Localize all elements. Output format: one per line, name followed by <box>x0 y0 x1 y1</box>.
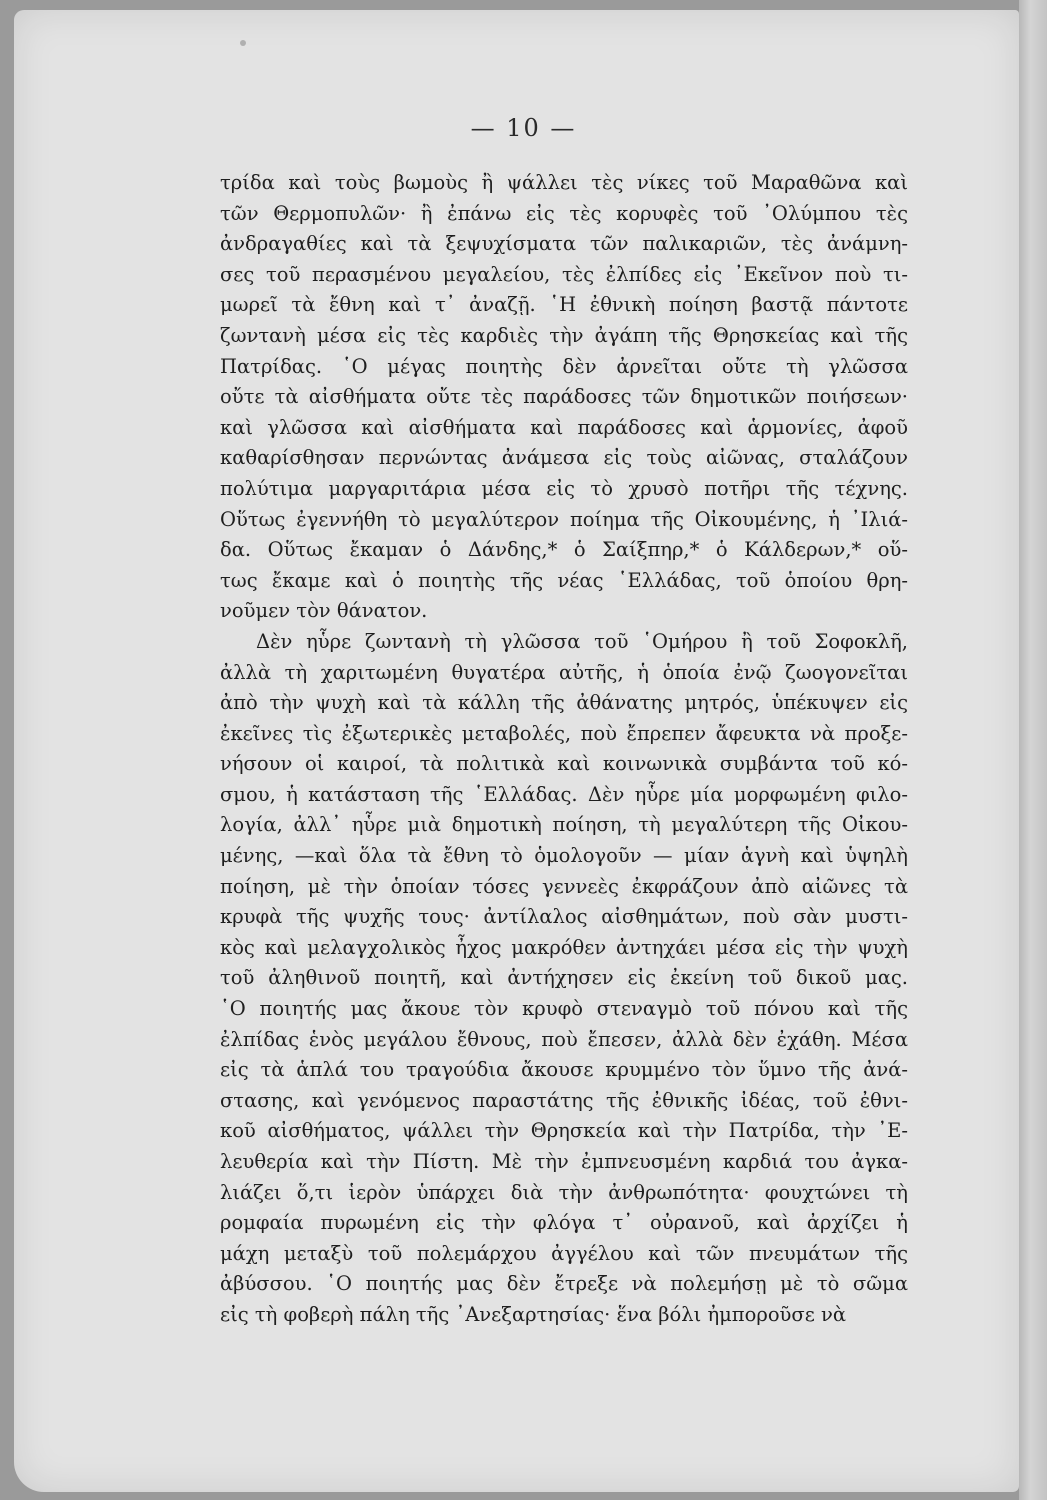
text-line: Δὲν ηὗρε ζωντανὴ τὴ γλῶσσα τοῦ ῾Ομήρου ἢ τοῦ Σοφοκλῆ, <box>256 629 908 653</box>
text-line: οὔτε τὰ αἰσθήματα οὔτε τὲς παράδοσες τῶν δημοτικῶν ποιήσεων· <box>220 385 908 409</box>
next-page-edge <box>1019 0 1047 1500</box>
text-line: στασης, καὶ γενόμενος παραστάτης τῆς ἐθνικῆς ἰδέας, τοῦ ἐθνι- <box>220 1088 908 1112</box>
text-line: ζωντανὴ μέσα εἰς τὲς καρδιὲς τὴν ἀγάπη τῆς Θρησκείας καὶ τῆς <box>220 323 908 347</box>
text-line: ἀνδραγαθίες καὶ τὰ ξεψυχίσματα τῶν παλικαριῶν, τὲς ἀνάμνη- <box>220 232 908 256</box>
text-line: λιάζει ὅ,τι ἱερὸν ὑπάρχει διὰ τὴν ἀνθρωπότητα· φουχτώνει τὴ <box>220 1180 908 1204</box>
text-line: νοῦμεν τὸν θάνατον. <box>220 599 428 623</box>
text-line: νήσουν οἱ καιροί, τὰ πολιτικὰ καὶ κοινωνικὰ συμβάντα τοῦ κό- <box>220 752 908 776</box>
paragraph <box>220 627 908 1331</box>
text-line: εἰς τὴ φοβερὴ πάλη τῆς ᾿Ανεξαρτησίας· ἕνα βόλι ἠμποροῦσε νὰ <box>220 1302 847 1326</box>
text-line: ἐκεῖνες τὶς ἐξωτερικὲς μεταβολές, ποὺ ἔπρεπεν ἄφευκτα νὰ προξε- <box>220 721 908 745</box>
text-line: μωρεῖ τὰ ἔθνη καὶ τ᾿ ἀναζῇ. ῾Η ἐθνικὴ ποίηση βαστᾷ πάντοτε <box>220 293 908 317</box>
text-line: ἀβύσσου. ῾Ο ποιητής μας δὲν ἔτρεξε νὰ πολεμήσῃ μὲ τὸ σῶμα <box>220 1272 908 1296</box>
text-line: πολύτιμα μαργαριτάρια μέσα εἰς τὸ χρυσὸ ποτῆρι τῆς τέχνης. <box>220 476 908 500</box>
text-line: ἐλπίδας ἑνὸς μεγάλου ἔθνους, ποὺ ἔπεσεν, ἀλλὰ δὲν ἐχάθη. Μέσα <box>220 1027 908 1051</box>
text-line: τως ἔκαμε καὶ ὁ ποιητὴς τῆς νέας ῾Ελλάδας, τοῦ ὁποίου θρη- <box>220 568 908 592</box>
text-line: ρομφαία πυρωμένη εἰς τὴν φλόγα τ᾿ οὐρανοῦ, καὶ ἀρχίζει ἡ <box>220 1211 908 1235</box>
text-line: ῾Ο ποιητής μας ἄκουε τὸν κρυφὸ στεναγμὸ τοῦ πόνου καὶ τῆς <box>220 997 908 1021</box>
text-line: τῶν Θερμοπυλῶν· ἢ ἐπάνω εἰς τὲς κορυφὲς τοῦ ᾿Ολύμπου τὲς <box>220 201 908 225</box>
text-line: εἰς τὰ ἁπλά του τραγούδια ἄκουσε κρυμμένο τὸν ὕμνο τῆς ἀνά- <box>220 1058 908 1082</box>
text-line: καὶ γλῶσσα καὶ αἰσθήματα καὶ παράδοσες καὶ ἁρμονίες, ἀφοῦ <box>220 415 908 439</box>
text-line: κοῦ αἰσθήματος, ψάλλει τὴν Θρησκεία καὶ τὴν Πατρίδα, τὴν ᾿Ε- <box>220 1119 908 1143</box>
text-line: λογία, ἀλλ᾿ ηὗρε μιὰ δημοτικὴ ποίηση, τὴ μεγαλύτερη τῆς Οἰκου- <box>220 813 908 837</box>
text-line: Πατρίδας. ῾Ο μέγας ποιητὴς δὲν ἀρνεῖται οὔτε τὴ γλῶσσα <box>220 354 908 378</box>
text-line: καθαρίσθησαν περνώντας ἀνάμεσα εἰς τοὺς αἰῶνας, σταλάζουν <box>220 446 908 470</box>
text-line: δα. Οὕτως ἔκαμαν ὁ Δάνδης,* ὁ Σαίξπηρ,* ὁ Κάλδερων,* οὕ- <box>220 538 908 562</box>
text-line: Οὕτως ἐγεννήθη τὸ μεγαλύτερον ποίημα τῆς Οἰκουμένης, ἡ ᾿Ιλιά- <box>220 507 908 531</box>
text-line: σμου, ἡ κατάσταση τῆς ῾Ελλάδας. Δὲν ηὗρε μία μορφωμένη φιλο- <box>220 782 908 806</box>
text-line: ἀπὸ τὴν ψυχὴ καὶ τὰ κάλλη τῆς ἀθάνατης μητρός, ὑπέκυψεν εἰς <box>220 691 908 715</box>
text-line: κρυφὰ τῆς ψυχῆς τους· ἀντίλαλος αἰσθημάτων, ποὺ σὰν μυστι- <box>220 905 908 929</box>
text-line: τρίδα καὶ τοὺς βωμοὺς ἢ ψάλλει τὲς νίκες τοῦ Μαραθῶνα καὶ <box>220 171 908 194</box>
text-line: ἀλλὰ τὴ χαριτωμένη θυγατέρα αὐτῆς, ἡ ὁποία ἐνῷ ζωογονεῖται <box>220 660 908 684</box>
paper-speck <box>240 40 246 46</box>
text-line: κὸς καὶ μελαγχολικὸς ἦχος μακρόθεν ἀντηχάει μέσα εἰς τὴν ψυχὴ <box>220 935 908 959</box>
text-line: τοῦ ἀληθινοῦ ποιητῆ, καὶ ἀντήχησεν εἰς ἐκείνη τοῦ δικοῦ μας. <box>220 966 908 990</box>
text-line: ποίηση, μὲ τὴν ὁποίαν τόσες γεννεὲς ἐκφράζουν ἀπὸ αἰῶνες τὰ <box>220 874 908 898</box>
text-line: μάχη μεταξὺ τοῦ πολεμάρχου ἀγγέλου καὶ τῶν πνευμάτων τῆς <box>220 1241 908 1265</box>
paragraph <box>220 168 908 627</box>
text-line: μένης, —καὶ ὅλα τὰ ἔθνη τὸ ὁμολογοῦν — μίαν ἁγνὴ καὶ ὑψηλὴ <box>220 844 908 868</box>
body-text <box>220 168 908 1331</box>
text-line: σες τοῦ περασμένου μεγαλείου, τὲς ἐλπίδες εἰς ᾿Εκεῖνον ποὺ τι- <box>220 262 908 286</box>
text-line: λευθερία καὶ τὴν Πίστη. Μὲ τὴν ἐμπνευσμένη καρδιά του ἀγκα- <box>220 1150 908 1173</box>
page-number: — 10 — <box>470 114 577 142</box>
